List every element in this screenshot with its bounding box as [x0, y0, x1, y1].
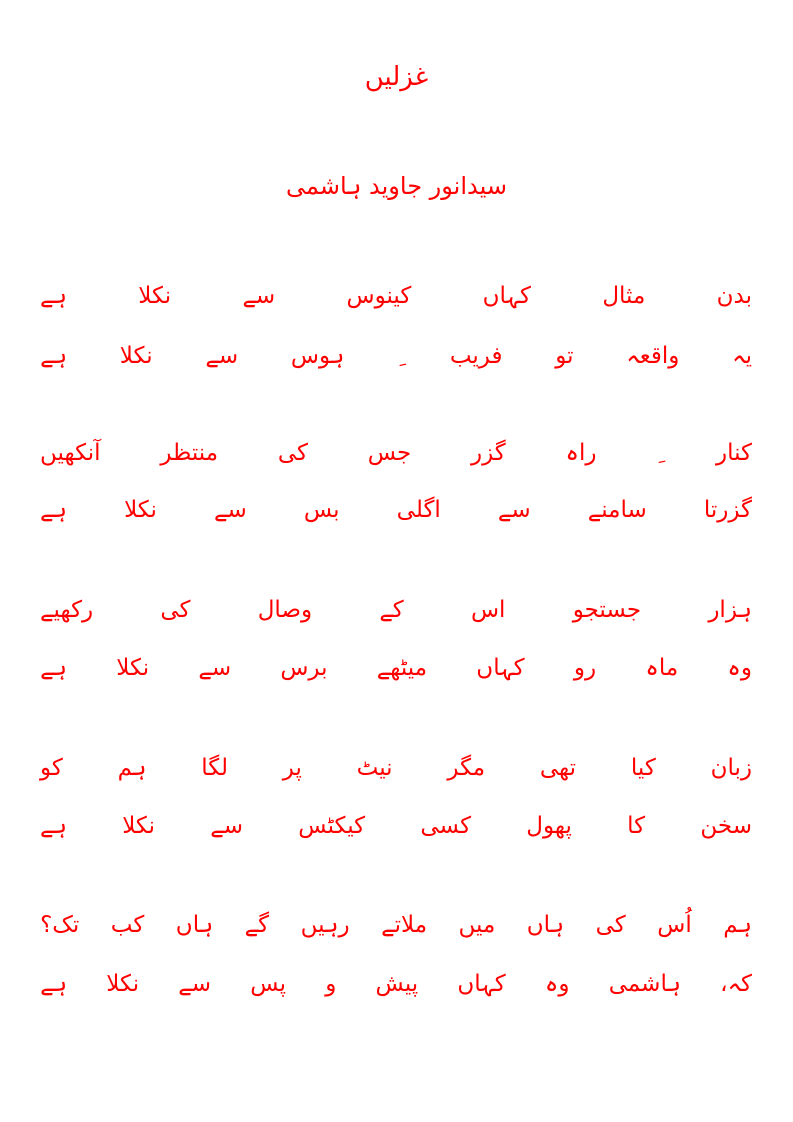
verse-word: پس [250, 971, 286, 997]
verse-line [40, 748, 752, 788]
verse-word: کیا [630, 755, 656, 781]
verse-word: اس [470, 597, 506, 623]
verse-line [40, 648, 752, 688]
verse-word: ہاشمی [608, 971, 681, 997]
verse-word: راہ [565, 440, 597, 466]
verse-word: سے [178, 971, 212, 997]
verse-word: نکلا [106, 971, 140, 997]
page-title: غزلیں [364, 62, 429, 92]
verse-line [40, 905, 752, 945]
verse-word: سے [213, 497, 247, 523]
verse-word: ہے [40, 343, 68, 369]
verse-line [40, 590, 752, 630]
verse-word: کو [40, 755, 63, 781]
verse-word: بس [303, 497, 340, 523]
verse-word: زبان [710, 755, 752, 781]
verse-line [40, 336, 752, 376]
verse-word: مگر [447, 755, 486, 781]
verse-word: ہے [40, 813, 67, 839]
verse-word: کنار [715, 440, 752, 466]
verse-word: نکلا [124, 497, 157, 523]
verse-word: کب [110, 912, 145, 938]
verse-word: سے [242, 283, 276, 309]
verse-word: نیٹ [356, 755, 393, 781]
verse-word: اُس [657, 912, 692, 938]
verse-word: تو [555, 343, 574, 369]
verse-word: میٹھے [376, 655, 428, 681]
verse-word: کہاں [482, 283, 531, 309]
verse-word: وہ [727, 655, 752, 681]
verse-word: رکھیے [40, 597, 94, 623]
verse-line [40, 433, 752, 473]
verse-word: وصال [257, 597, 313, 623]
author-name: سیدانور جاوید ہاشمی [286, 172, 507, 200]
verse-word: گزر [471, 440, 506, 466]
verse-word: لگا [201, 755, 228, 781]
verse-word: ہم [723, 912, 752, 938]
verse-line [40, 490, 752, 530]
verse-word: ہوس [290, 343, 345, 369]
verse-word: ہے [40, 971, 68, 997]
verse-word: ہزار [708, 597, 752, 623]
verse-word: پھول [526, 813, 572, 839]
verse-word: کا [627, 813, 646, 839]
verse-word: منتظر [160, 440, 219, 466]
verse-word: نکلا [119, 343, 153, 369]
verse-word: سے [210, 813, 244, 839]
verse-word: جستجو [572, 597, 642, 623]
verse-word: کی [595, 912, 626, 938]
verse-word: نکلا [122, 813, 156, 839]
verse-word: کہ، [720, 971, 752, 997]
verse-word: جس [367, 440, 412, 466]
verse-word: میں [458, 912, 496, 938]
verse-word: کی [160, 597, 191, 623]
verse-word: ہے [40, 655, 68, 681]
verse-word: کہاں [457, 971, 506, 997]
verse-word: اگلی [396, 497, 441, 523]
verse-word: تھی [539, 755, 577, 781]
verse-word: فریب [449, 343, 503, 369]
verse-word: نکلا [116, 655, 150, 681]
verse-word: سامنے [587, 497, 647, 523]
verse-word: پیش [375, 971, 419, 997]
verse-word: پر [282, 755, 302, 781]
verse-word: ملاتے [381, 912, 428, 938]
verse-line [40, 964, 752, 1004]
verse-word: رو [573, 655, 597, 681]
verse-word: واقعہ [626, 343, 680, 369]
verse-word: سے [497, 497, 531, 523]
verse-word: ہم [117, 755, 147, 781]
verse-word: بدن [716, 283, 752, 309]
verse-word: ماہ [645, 655, 679, 681]
verse-word: گے [244, 912, 270, 938]
verse-word: نکلا [138, 283, 172, 309]
verse-word: مثال [602, 283, 646, 309]
verse-word: گزرتا [703, 497, 752, 523]
verse-word: کی [277, 440, 308, 466]
verse-word: کہاں [476, 655, 525, 681]
verse-word: کسی [420, 813, 472, 839]
verse-word: وہ [544, 971, 570, 997]
verse-word: رہیں [300, 912, 350, 938]
verse-word: سے [198, 655, 232, 681]
verse-word: برس [280, 655, 328, 681]
verse-word: کیکٹس [298, 813, 366, 839]
verse-line [40, 276, 752, 316]
verse-word: ہاں [175, 912, 214, 938]
verse-word: ہے [40, 283, 67, 309]
verse-word: کے [379, 597, 404, 623]
verse-word: و [325, 971, 337, 997]
verse-word: سے [205, 343, 239, 369]
verse-word: ہے [40, 497, 67, 523]
verse-word: کینوس [346, 283, 412, 309]
verse-word: آنکھیں [40, 440, 101, 466]
verse-word: تک؟ [40, 912, 80, 938]
verse-word: یہ [732, 343, 752, 369]
verse-line [40, 806, 752, 846]
verse-word: سخن [700, 813, 752, 839]
verse-word: ہاں [526, 912, 565, 938]
